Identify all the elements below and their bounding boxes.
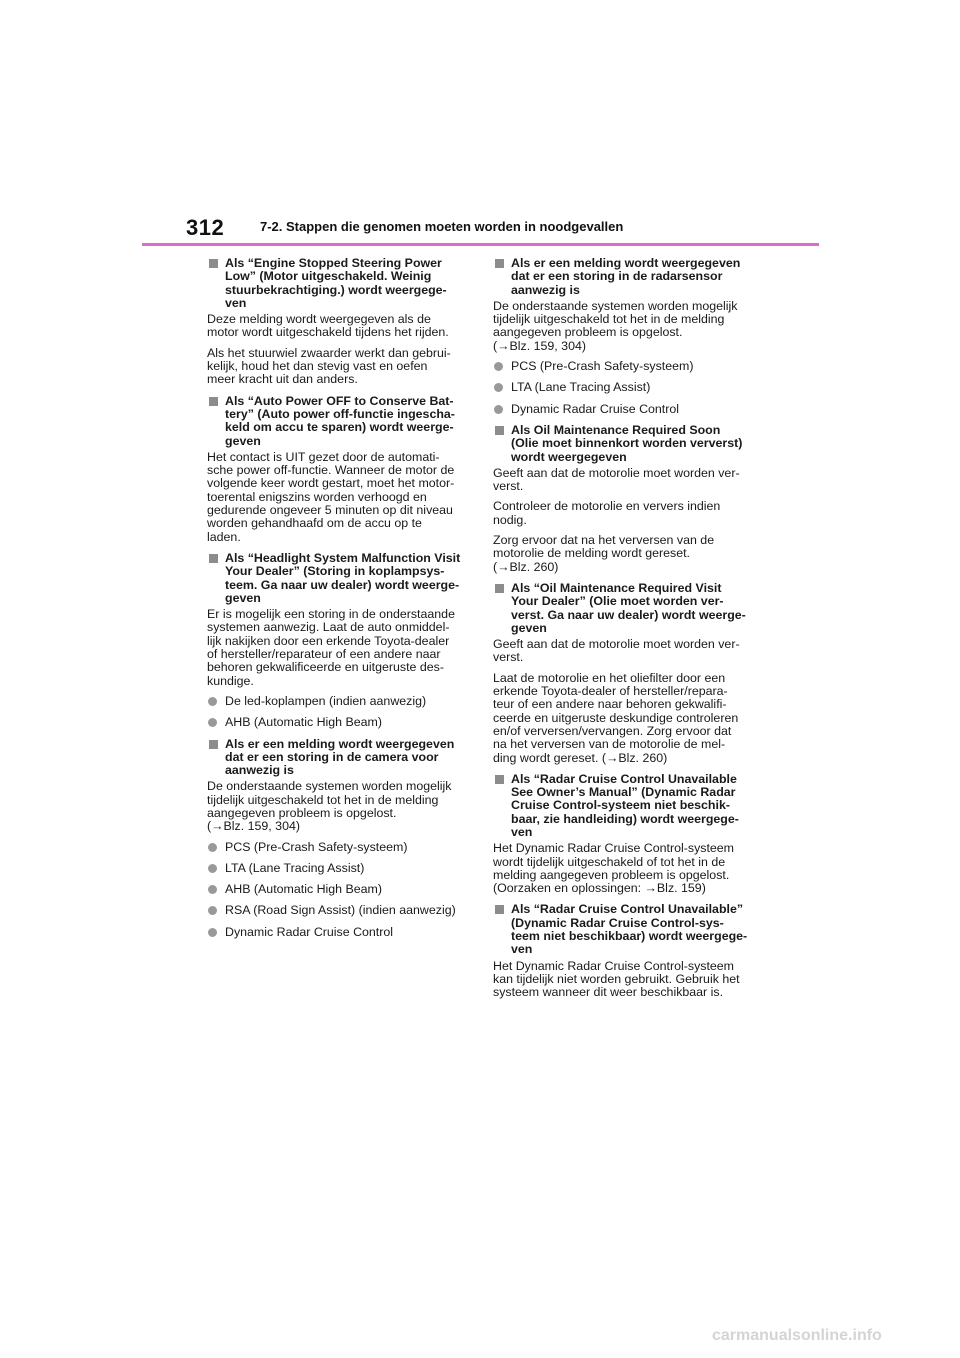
square-bullet-icon bbox=[209, 259, 218, 268]
round-bullet-icon bbox=[494, 405, 503, 414]
header-rule bbox=[142, 243, 819, 246]
section-block bbox=[493, 903, 751, 999]
bullet-item bbox=[493, 360, 751, 373]
body-paragraph: Zorg ervoor dat na het verversen van de motorolie de melding wordt gereset. (→Blz. 260) bbox=[493, 533, 715, 574]
heading-text: Als “Auto Power OFF to Conserve Bat- tery” (Auto power off-functie ingescha- keld om accu te sparen) wordt weerge- geven bbox=[225, 393, 455, 448]
section-heading bbox=[207, 738, 465, 778]
bullet-item bbox=[493, 403, 751, 416]
body-paragraph: Geeft aan dat de motorolie moet worden ver- verst. bbox=[493, 465, 740, 494]
round-bullet-icon bbox=[208, 885, 217, 894]
body-paragraph: Geeft aan dat de motorolie moet worden ver- verst. bbox=[493, 637, 740, 665]
body-paragraph: Het Dynamic Radar Cruise Control-systeem kan tijdelijk niet worden gebruikt. Gebruik het systeem wanneer dit weer beschikbaar is. bbox=[493, 958, 740, 1000]
section-heading bbox=[493, 903, 751, 956]
body-paragraph: De onderstaande systemen worden mogelijk tijdelijk uitgeschakeld tot het in de melding aangegeven probleem is opgelost. (→Blz. 159, 304) bbox=[207, 779, 452, 834]
bullet-item bbox=[207, 862, 465, 875]
bullet-item bbox=[493, 381, 751, 394]
round-bullet-icon bbox=[494, 362, 503, 371]
watermark: carmanualsonline.info bbox=[712, 1327, 882, 1344]
section-heading bbox=[207, 257, 465, 310]
bullet-item bbox=[207, 716, 465, 729]
heading-text: Als “Headlight System Malfunction Visit Your Dealer” (Storing in koplampsys- teem. Ga naar uw dealer) wordt weerge- geven bbox=[225, 550, 461, 605]
bullet-text: LTA (Lane Tracing Assist) bbox=[225, 860, 365, 875]
section-heading bbox=[207, 395, 465, 448]
bullet-text: LTA (Lane Tracing Assist) bbox=[511, 380, 651, 395]
bullet-text: Dynamic Radar Cruise Control bbox=[225, 924, 394, 939]
bullet-text: AHB (Automatic High Beam) bbox=[225, 882, 383, 897]
square-bullet-icon bbox=[209, 740, 218, 749]
bullet-item bbox=[207, 883, 465, 896]
bullet-text: PCS (Pre-Crash Safety-systeem) bbox=[225, 839, 408, 854]
section-block bbox=[207, 552, 465, 730]
square-bullet-icon bbox=[209, 554, 218, 563]
bullet-text: Dynamic Radar Cruise Control bbox=[511, 401, 680, 416]
bullet-item bbox=[207, 904, 465, 917]
bullet-item bbox=[207, 695, 465, 708]
section-block bbox=[493, 257, 751, 416]
bullet-text: AHB (Automatic High Beam) bbox=[225, 715, 383, 730]
body-paragraph: Laat de motorolie en het oliefilter door een erkende Toyota-dealer of hersteller/repara- teur of een andere naar behoren gekwalifi- ceerde en uitgeruste deskundige controleren en/of verversen/vervangen. Zorg ervoor dat na het verversen van de motorolie de mel- ding wordt gereset. (→Blz. 260) bbox=[493, 670, 739, 765]
body-paragraph: Het Dynamic Radar Cruise Control-systeem wordt tijdelijk uitgeschakeld of tot het in de melding aangegeven probleem is opgelost. (Oorzaken en oplossingen: →Blz. 159) bbox=[493, 841, 735, 896]
square-bullet-icon bbox=[495, 426, 504, 435]
bullet-item bbox=[207, 841, 465, 854]
heading-text: Als “Oil Maintenance Required Visit Your Dealer” (Olie moet worden ver- verst. Ga naar uw dealer) wordt weerge- geven bbox=[511, 580, 746, 635]
square-bullet-icon bbox=[209, 397, 218, 406]
section-heading bbox=[493, 257, 751, 297]
heading-text: Als er een melding wordt weergegeven dat er een storing in de camera voor aanwezig is bbox=[225, 736, 455, 778]
square-bullet-icon bbox=[495, 775, 504, 784]
section-block bbox=[207, 257, 465, 387]
round-bullet-icon bbox=[208, 697, 217, 706]
section-block bbox=[207, 395, 465, 544]
section-heading bbox=[207, 552, 465, 605]
section-block bbox=[207, 738, 465, 940]
page-number: 312 bbox=[186, 215, 225, 240]
section-block bbox=[493, 582, 751, 765]
section-block bbox=[493, 424, 751, 574]
bullet-text: PCS (Pre-Crash Safety-systeem) bbox=[511, 359, 694, 374]
round-bullet-icon bbox=[208, 864, 217, 873]
page-header bbox=[0, 0, 960, 246]
heading-text: Als “Radar Cruise Control Unavailable” (Dynamic Radar Cruise Control-sys- teem niet beschikbaar) wordt weergege- ven bbox=[511, 902, 748, 957]
square-bullet-icon bbox=[495, 259, 504, 268]
bullet-text: De led-koplampen (indien aanwezig) bbox=[225, 693, 427, 708]
section-title: 7-2. Stappen die genomen moeten worden in noodgevallen bbox=[260, 219, 624, 234]
body-paragraph: Deze melding wordt weergegeven als de motor wordt uitgeschakeld tijdens het rijden. bbox=[207, 312, 449, 340]
square-bullet-icon bbox=[495, 584, 504, 593]
bullet-text: RSA (Road Sign Assist) (indien aanwezig) bbox=[225, 903, 456, 918]
section-heading bbox=[493, 424, 751, 464]
body-paragraph: Controleer de motorolie en ververs indien nodig. bbox=[493, 499, 721, 527]
round-bullet-icon bbox=[494, 383, 503, 392]
round-bullet-icon bbox=[208, 928, 217, 937]
section-heading bbox=[493, 582, 751, 635]
left-column bbox=[207, 254, 465, 947]
heading-text: Als “Engine Stopped Steering Power Low” (Motor uitgeschakeld. Weinig stuurbekrachtiging.) wordt weergege- ven bbox=[225, 256, 447, 310]
body-paragraph: Het contact is UIT gezet door de automati- sche power off-functie. Wanneer de motor de volgende keer wordt gestart, moet het motor- toerental enigszins worden verhoogd en gedurende ongeveer 5 minuten op dit niveau worden gehandhaafd om de accu op te laden. bbox=[207, 449, 455, 544]
body-paragraph: De onderstaande systemen worden mogelijk tijdelijk uitgeschakeld tot het in de melding aangegeven probleem is opgelost. (→Blz. 159, 304) bbox=[493, 298, 738, 353]
body-paragraph: Er is mogelijk een storing in de onderstaande systemen aanwezig. Laat de auto onmiddel- lijk nakijken door een erkende Toyota-dealer of hersteller/reparateur of een andere naar behoren gekwalificeerde en uitgeruste des- kundige. bbox=[207, 607, 455, 688]
round-bullet-icon bbox=[208, 906, 217, 915]
heading-text: Als “Radar Cruise Control Unavailable See Owner’s Manual” (Dynamic Radar Cruise Control-systeem niet beschik- baar, zie handleiding) wordt weergege- ven bbox=[511, 771, 739, 839]
square-bullet-icon bbox=[495, 905, 504, 914]
body-paragraph: Als het stuurwiel zwaarder werkt dan gebrui- kelijk, houd het dan stevig vast en oefen meer kracht uit dan anders. bbox=[207, 345, 451, 387]
section-heading bbox=[493, 773, 751, 839]
bullet-item bbox=[207, 926, 465, 939]
round-bullet-icon bbox=[208, 843, 217, 852]
right-column bbox=[493, 254, 751, 1008]
heading-text: Als Oil Maintenance Required Soon (Olie moet binnenkort worden ververst) wordt weergegeven bbox=[511, 422, 743, 464]
round-bullet-icon bbox=[208, 718, 217, 727]
heading-text: Als er een melding wordt weergegeven dat er een storing in de radarsensor aanwezig is bbox=[511, 256, 741, 297]
section-block bbox=[493, 773, 751, 896]
